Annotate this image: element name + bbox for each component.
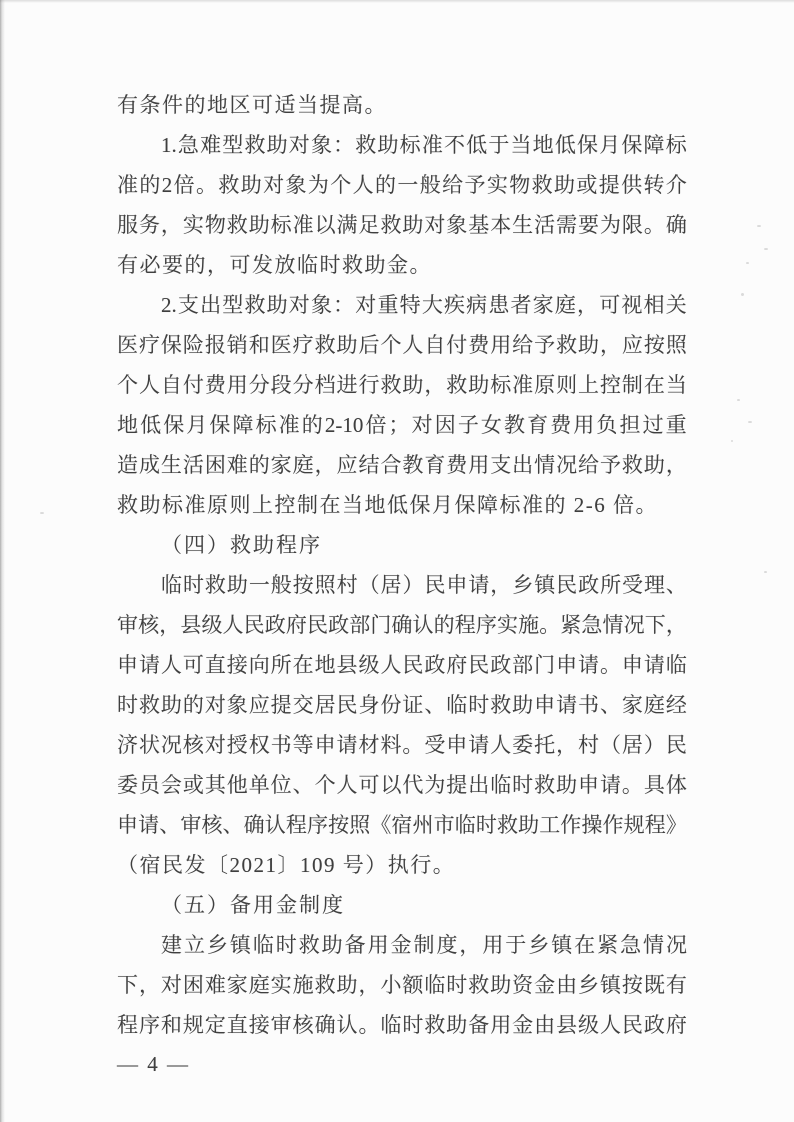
scan-artifact — [731, 440, 733, 442]
scan-artifact — [746, 262, 749, 264]
page-number: — 4 — — [117, 1052, 190, 1076]
text-line: 准 的 2 倍 。 救 助 对 象 为 个 人 的 一 般 给 予 实 物 救 助 或 提 供 转 介 — [117, 173, 687, 197]
text-line: 有条件的地区可适当提高。 — [117, 93, 387, 117]
scan-artifact — [764, 571, 767, 573]
scan-artifact — [741, 293, 744, 296]
text-line: 服 务 ， 实 物 救 助 标 准 以 满 足 救 助 对 象 基 本 生 活 需 要 为 限 。 确 — [117, 213, 687, 237]
scan-artifact — [40, 512, 44, 514]
text-line: 地 低 保 月 保 障 标 准 的 2-10 倍 ； 对 因 子 女 教 育 费 用 负 担 过 重 — [117, 413, 687, 437]
text-line: 济 状 况 核 对 授 权 书 等 申 请 材 料 。 受 申 请 人 委 托 ， 村 （ 居 ） 民 — [117, 733, 687, 757]
text-line: 1. 急 难 型 救 助 对 象 ： 救 助 标 准 不 低 于 当 地 低 保 月 保 障 标 — [161, 133, 687, 157]
text-line: 建 立 乡 镇 临 时 救 助 备 用 金 制 度 ， 用 于 乡 镇 在 紧 急 情 况 — [161, 933, 687, 957]
scan-artifact — [764, 248, 768, 250]
document-body — [117, 85, 687, 1045]
text-line: 下 ， 对 困 难 家 庭 实 施 救 助 ， 小 额 临 时 救 助 资 金 由 乡 镇 按 既 有 — [117, 973, 687, 997]
text-line: 个 人 自 付 费 用 分 段 分 档 进 行 救 助 ， 救 助 标 准 原 则 上 控 制 在 当 — [117, 373, 687, 397]
text-line: 申 请 人 可 直 接 向 所 在 地 县 级 人 民 政 府 民 政 部 门 申 请 。 申 请 临 — [117, 653, 687, 677]
text-line: 临 时 救 助 一 般 按 照 村 （ 居 ） 民 申 请 ， 乡 镇 民 政 所 受 理 、 — [161, 573, 687, 597]
scan-artifact — [757, 225, 761, 227]
text-line: （宿民发〔2021〕109 号）执行。 — [117, 853, 456, 877]
text-line: 救助标准原则上控制在当地低保月保障标准的 2-6 倍。 — [117, 493, 658, 517]
text-line: 造 成 生 活 困 难 的 家 庭 ， 应 结 合 教 育 费 用 支 出 情 况 给 予 救 助 ， — [117, 453, 687, 477]
section-heading: （五）备用金制度 — [161, 893, 345, 917]
text-line: 委 员 会 或 其 他 单 位 、 个 人 可 以 代 为 提 出 临 时 救 助 申 请 。 具 体 — [117, 773, 687, 797]
scan-artifact — [748, 421, 752, 423]
text-line: 医 疗 保 险 报 销 和 医 疗 救 助 后 个 人 自 付 费 用 给 予 救 助 ， 应 按 照 — [117, 333, 687, 357]
text-line: 程 序 和 规 定 直 接 审 核 确 认 。 临 时 救 助 备 用 金 由 县 级 人 民 政 府 — [117, 1013, 687, 1037]
text-line: 有必要的，可发放临时救助金。 — [117, 253, 432, 277]
scan-artifact — [737, 399, 740, 401]
text-line: 申 请 、 审 核 、 确 认 程 序 按 照 《 宿 州 市 临 时 救 助 工 作 操 作 规 程 》 — [117, 813, 687, 837]
text-line: 2. 支 出 型 救 助 对 象 ： 对 重 特 大 疾 病 患 者 家 庭 ， 可 视 相 关 — [161, 293, 687, 317]
section-heading: （四）救助程序 — [161, 533, 322, 557]
text-line: 审 核 ， 县 级 人 民 政 府 民 政 部 门 确 认 的 程 序 实 施 。 紧 急 情 况 下 ， — [117, 613, 687, 637]
text-line: 时 救 助 的 对 象 应 提 交 居 民 身 份 证 、 临 时 救 助 申 请 书 、 家 庭 经 — [117, 693, 687, 717]
